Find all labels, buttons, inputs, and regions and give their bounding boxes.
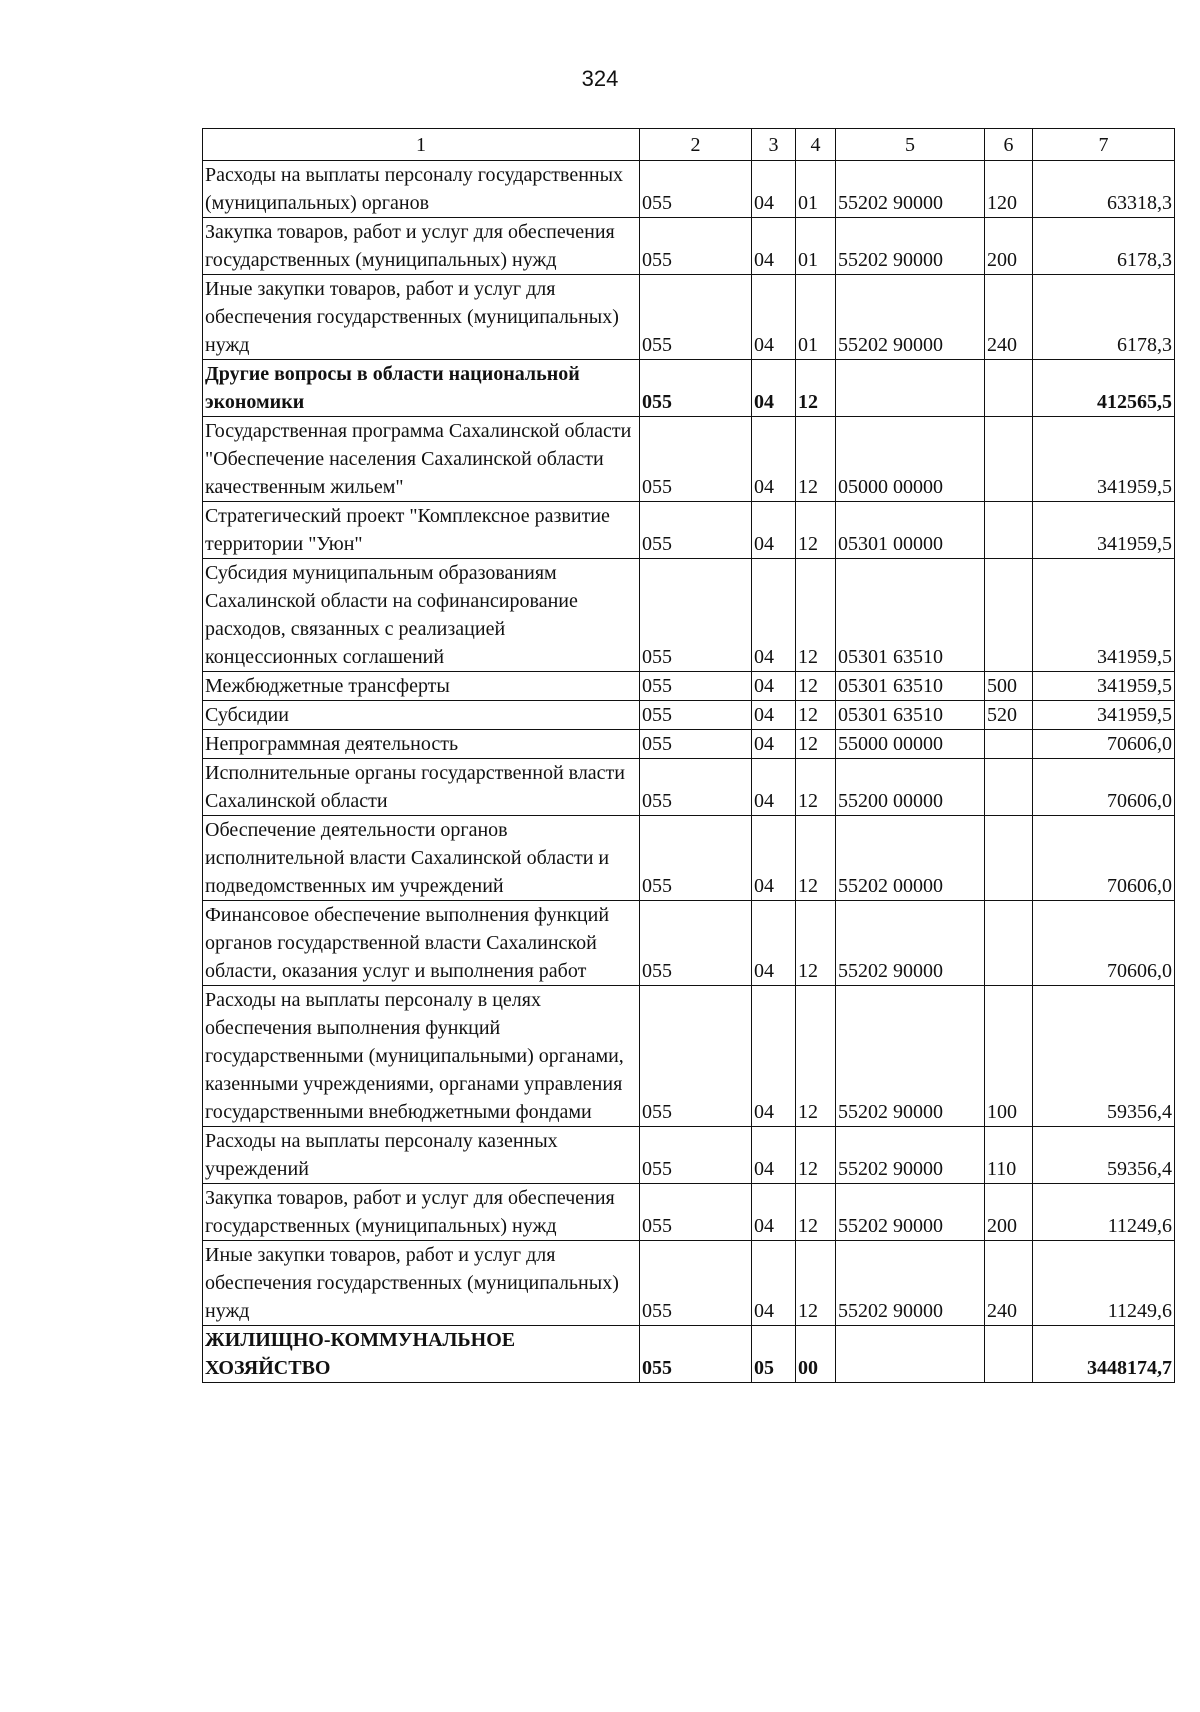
cell-code: 055 [640,161,752,218]
cell-name: Субсидия муниципальным образованиям Сахалинской области на софинансирование расходов, связанных с реализацией концессионных соглашений [203,559,640,672]
table-row [203,1241,1175,1326]
cell-name: Обеспечение деятельности органов исполнительной власти Сахалинской области и подведомственных им учреждений [203,816,640,901]
cell-code: 055 [640,986,752,1127]
header-col-1: 1 [203,129,640,161]
cell-expense-type: 240 [985,275,1033,360]
cell-subsection: 01 [796,275,836,360]
cell-expense-type: 520 [985,701,1033,730]
table-row [203,360,1175,417]
cell-name: ЖИЛИЩНО-КОММУНАЛЬНОЕ ХОЗЯЙСТВО [203,1326,640,1383]
cell-code: 055 [640,730,752,759]
cell-name: Межбюджетные трансферты [203,672,640,701]
cell-expense-type [985,559,1033,672]
cell-expense-type [985,360,1033,417]
table-row [203,161,1175,218]
cell-amount: 6178,3 [1033,275,1175,360]
cell-name: Иные закупки товаров, работ и услуг для обеспечения государственных (муниципальных) нужд [203,1241,640,1326]
cell-amount: 341959,5 [1033,672,1175,701]
cell-target-article: 55202 00000 [836,816,985,901]
cell-name: Иные закупки товаров, работ и услуг для обеспечения государственных (муниципальных) нужд [203,275,640,360]
table-row [203,1184,1175,1241]
cell-section: 04 [752,816,796,901]
cell-amount: 70606,0 [1033,730,1175,759]
cell-amount: 6178,3 [1033,218,1175,275]
cell-section: 04 [752,1127,796,1184]
cell-code: 055 [640,275,752,360]
cell-section: 04 [752,417,796,502]
cell-section: 04 [752,730,796,759]
cell-expense-type [985,1326,1033,1383]
cell-target-article: 55202 90000 [836,1241,985,1326]
cell-expense-type: 200 [985,1184,1033,1241]
cell-code: 055 [640,759,752,816]
cell-code: 055 [640,1241,752,1326]
cell-amount: 341959,5 [1033,701,1175,730]
table-row [203,502,1175,559]
page-number: 324 [581,66,619,91]
cell-subsection: 12 [796,901,836,986]
cell-target-article: 05301 00000 [836,502,985,559]
cell-expense-type [985,730,1033,759]
cell-section: 04 [752,559,796,672]
cell-name: Государственная программа Сахалинской области "Обеспечение населения Сахалинской области качественным жильем" [203,417,640,502]
table-row [203,986,1175,1127]
cell-subsection: 12 [796,730,836,759]
cell-code: 055 [640,1127,752,1184]
cell-subsection: 00 [796,1326,836,1383]
cell-section: 04 [752,901,796,986]
cell-section: 04 [752,1184,796,1241]
cell-expense-type [985,901,1033,986]
cell-subsection: 12 [796,502,836,559]
table-row [203,275,1175,360]
cell-section: 04 [752,360,796,417]
cell-amount: 59356,4 [1033,1127,1175,1184]
header-col-4: 4 [796,129,836,161]
cell-target-article: 05000 00000 [836,417,985,502]
header-col-5: 5 [836,129,985,161]
table-row [203,672,1175,701]
cell-section: 04 [752,759,796,816]
header-col-6: 6 [985,129,1033,161]
cell-name: Расходы на выплаты персоналу государственных (муниципальных) органов [203,161,640,218]
cell-subsection: 12 [796,559,836,672]
cell-expense-type [985,502,1033,559]
cell-amount: 63318,3 [1033,161,1175,218]
cell-amount: 3448174,7 [1033,1326,1175,1383]
cell-code: 055 [640,672,752,701]
cell-section: 04 [752,218,796,275]
cell-code: 055 [640,360,752,417]
cell-expense-type: 100 [985,986,1033,1127]
table-row [203,730,1175,759]
table-header [203,129,1175,161]
cell-section: 05 [752,1326,796,1383]
cell-code: 055 [640,701,752,730]
table-row [203,1326,1175,1383]
cell-code: 055 [640,1184,752,1241]
cell-section: 04 [752,1241,796,1326]
cell-section: 04 [752,161,796,218]
cell-expense-type [985,816,1033,901]
cell-name: Закупка товаров, работ и услуг для обеспечения государственных (муниципальных) нужд [203,218,640,275]
cell-target-article: 55202 90000 [836,901,985,986]
cell-amount: 341959,5 [1033,559,1175,672]
cell-target-article: 55202 90000 [836,161,985,218]
table-row [203,701,1175,730]
cell-subsection: 12 [796,816,836,901]
cell-target-article: 05301 63510 [836,701,985,730]
cell-section: 04 [752,672,796,701]
table-row [203,559,1175,672]
cell-expense-type: 200 [985,218,1033,275]
cell-name: Непрограммная деятельность [203,730,640,759]
table-body [203,161,1175,1383]
cell-target-article: 55202 90000 [836,218,985,275]
cell-subsection: 12 [796,1241,836,1326]
cell-expense-type [985,759,1033,816]
cell-expense-type: 110 [985,1127,1033,1184]
header-col-3: 3 [752,129,796,161]
header-col-2: 2 [640,129,752,161]
cell-amount: 412565,5 [1033,360,1175,417]
cell-name: Расходы на выплаты персоналу казенных учреждений [203,1127,640,1184]
cell-subsection: 12 [796,1127,836,1184]
cell-amount: 341959,5 [1033,417,1175,502]
cell-amount: 59356,4 [1033,986,1175,1127]
cell-expense-type [985,417,1033,502]
cell-code: 055 [640,901,752,986]
cell-amount: 11249,6 [1033,1241,1175,1326]
header-row [203,129,1175,161]
cell-code: 055 [640,502,752,559]
cell-amount: 341959,5 [1033,502,1175,559]
cell-amount: 70606,0 [1033,759,1175,816]
cell-subsection: 01 [796,218,836,275]
cell-target-article: 55202 90000 [836,275,985,360]
cell-code: 055 [640,218,752,275]
cell-subsection: 12 [796,759,836,816]
cell-section: 04 [752,701,796,730]
cell-code: 055 [640,559,752,672]
cell-amount: 70606,0 [1033,901,1175,986]
cell-subsection: 12 [796,672,836,701]
cell-expense-type: 120 [985,161,1033,218]
cell-target-article [836,360,985,417]
cell-code: 055 [640,417,752,502]
cell-section: 04 [752,502,796,559]
cell-name: Закупка товаров, работ и услуг для обеспечения государственных (муниципальных) нужд [203,1184,640,1241]
table-row [203,816,1175,901]
cell-section: 04 [752,986,796,1127]
cell-name: Стратегический проект "Комплексное развитие территории "Уюн" [203,502,640,559]
cell-subsection: 12 [796,417,836,502]
cell-target-article: 05301 63510 [836,672,985,701]
cell-name: Другие вопросы в области национальной экономики [203,360,640,417]
table-row [203,759,1175,816]
table-row [203,901,1175,986]
cell-expense-type: 500 [985,672,1033,701]
cell-target-article: 05301 63510 [836,559,985,672]
cell-subsection: 12 [796,986,836,1127]
cell-name: Расходы на выплаты персоналу в целях обеспечения выполнения функций государственными (муниципальными) органами, казенными учреждениями, органами управления государственными внебюджетными фондами [203,986,640,1127]
cell-name: Субсидии [203,701,640,730]
cell-name: Исполнительные органы государственной власти Сахалинской области [203,759,640,816]
cell-name: Финансовое обеспечение выполнения функций органов государственной власти Сахалинской области, оказания услуг и выполнения работ [203,901,640,986]
cell-target-article: 55000 00000 [836,730,985,759]
cell-amount: 11249,6 [1033,1184,1175,1241]
cell-subsection: 01 [796,161,836,218]
table-row [203,218,1175,275]
cell-target-article [836,1326,985,1383]
cell-subsection: 12 [796,360,836,417]
cell-section: 04 [752,275,796,360]
cell-code: 055 [640,1326,752,1383]
table-row [203,417,1175,502]
table-row [203,1127,1175,1184]
cell-expense-type: 240 [985,1241,1033,1326]
cell-subsection: 12 [796,701,836,730]
header-col-7: 7 [1033,129,1175,161]
cell-target-article: 55202 90000 [836,986,985,1127]
cell-amount: 70606,0 [1033,816,1175,901]
cell-subsection: 12 [796,1184,836,1241]
cell-target-article: 55202 90000 [836,1184,985,1241]
cell-code: 055 [640,816,752,901]
budget-table [202,128,1175,1383]
cell-target-article: 55200 00000 [836,759,985,816]
cell-target-article: 55202 90000 [836,1127,985,1184]
